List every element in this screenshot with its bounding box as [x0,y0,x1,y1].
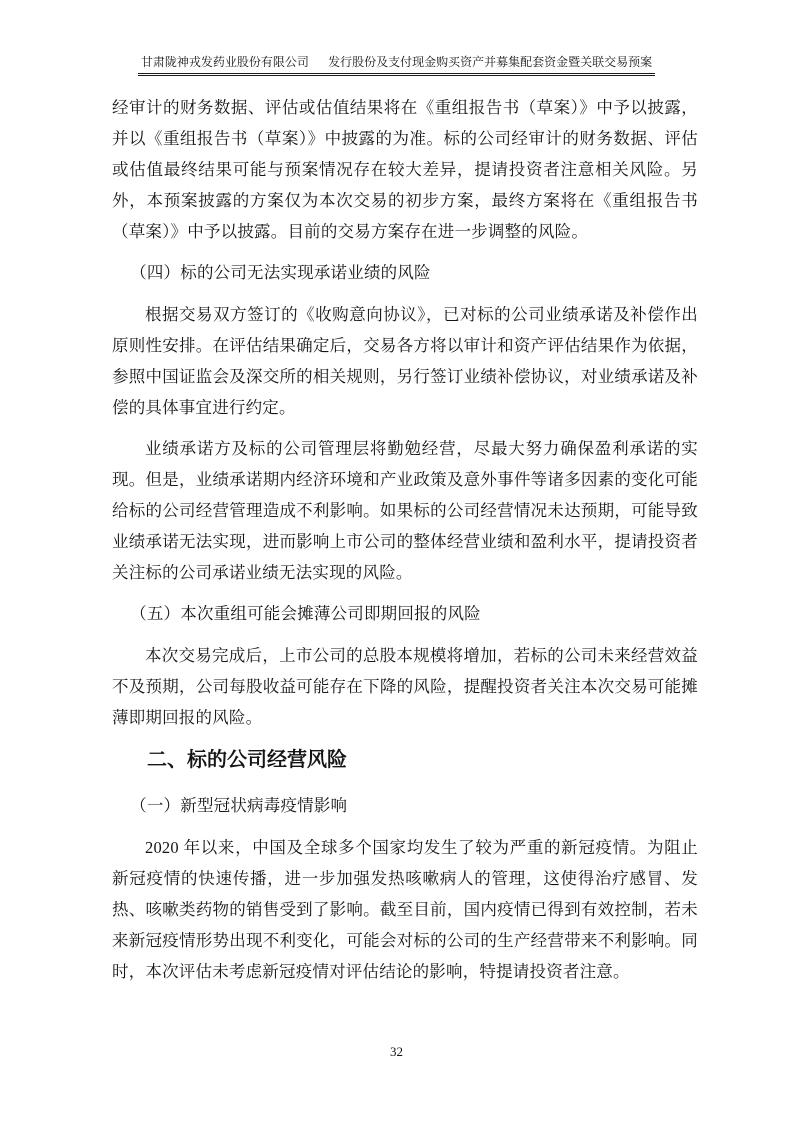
header-document-title: 发行股份及支付现金购买资产并募集配套资金暨关联交易预案 [328,55,653,69]
page-header [0,53,793,76]
page-footer [0,1044,793,1060]
section-subheading-1-covid-impact: （一）新型冠状病毒疫情影响 [130,796,348,815]
header-company-name: 甘肃陇神戎发药业股份有限公司 [140,55,309,69]
paragraph-acquisition-intent-agreement: 根据交易双方签订的《收购意向协议》，已对标的公司业绩承诺及补偿作出原则性安排。在评估结果确定后，交易各方将以审计和资产评估结果作为依据，参照中国证监会及深交所的相关规则，另行签订业绩补偿协议，对业绩承诺及补偿的具体事宜进行约定。 [112,305,698,417]
paragraph-covid-epidemic-impact: 2020 年以来，中国及全球多个国家均发生了较为严重的新冠疫情。为阻止新冠疫情的快速传播，进一步加强发热咳嗽病人的管理，这使得治疗感冒、发热、咳嗽类药物的销售受到了影响。截至目前，国内疫情已得到有效控制，若未来新冠疫情形势出现不利变化，可能会对标的公司的生产经营带来不利影响。同时，本次评估未考虑新冠疫情对评估结论的影响，特提请投资者注意。 [112,838,698,981]
paragraph-dilution-of-returns: 本次交易完成后，上市公司的总股本规模将增加，若标的公司未来经营效益不及预期，公司每股收益可能存在下降的风险，提醒投资者关注本次交易可能摊薄即期回报的风险。 [112,646,698,727]
section-subheading-4-performance-commitment-risk: （四）标的公司无法实现承诺业绩的风险 [130,263,431,282]
section-heading-2-target-company-operating-risk: 二、标的公司经营风险 [147,749,347,771]
header-rule [138,53,655,76]
paragraph-performance-commitment-effort: 业绩承诺方及标的公司管理层将勤勉经营，尽最大努力确保盈利承诺的实现。但是，业绩承诺期内经济环境和产业政策及意外事件等诸多因素的变化可能给标的公司经营管理造成不利影响。如果标的公司经营情况未达预期，可能导致业绩承诺无法实现，进而影响上市公司的整体经营业绩和盈利水平，提请投资者关注标的公司承诺业绩无法实现的风险。 [112,439,698,582]
section-subheading-5-dilution-risk: （五）本次重组可能会摊薄公司即期回报的风险 [130,604,481,623]
document-body [112,92,698,997]
paragraph-audit-disclosure: 经审计的财务数据、评估或估值结果将在《重组报告书（草案）》中予以披露，并以《重组报告书（草案）》中披露的为准。标的公司经审计的财务数据、评估或估值最终结果可能与预案情况存在较大差异，提请投资者注意相关风险。另外，本预案披露的方案仅为本次交易的初步方案，最终方案将在《重组报告书（草案）》中予以披露。目前的交易方案存在进一步调整的风险。 [112,98,698,241]
page-number: 32 [390,1044,403,1059]
